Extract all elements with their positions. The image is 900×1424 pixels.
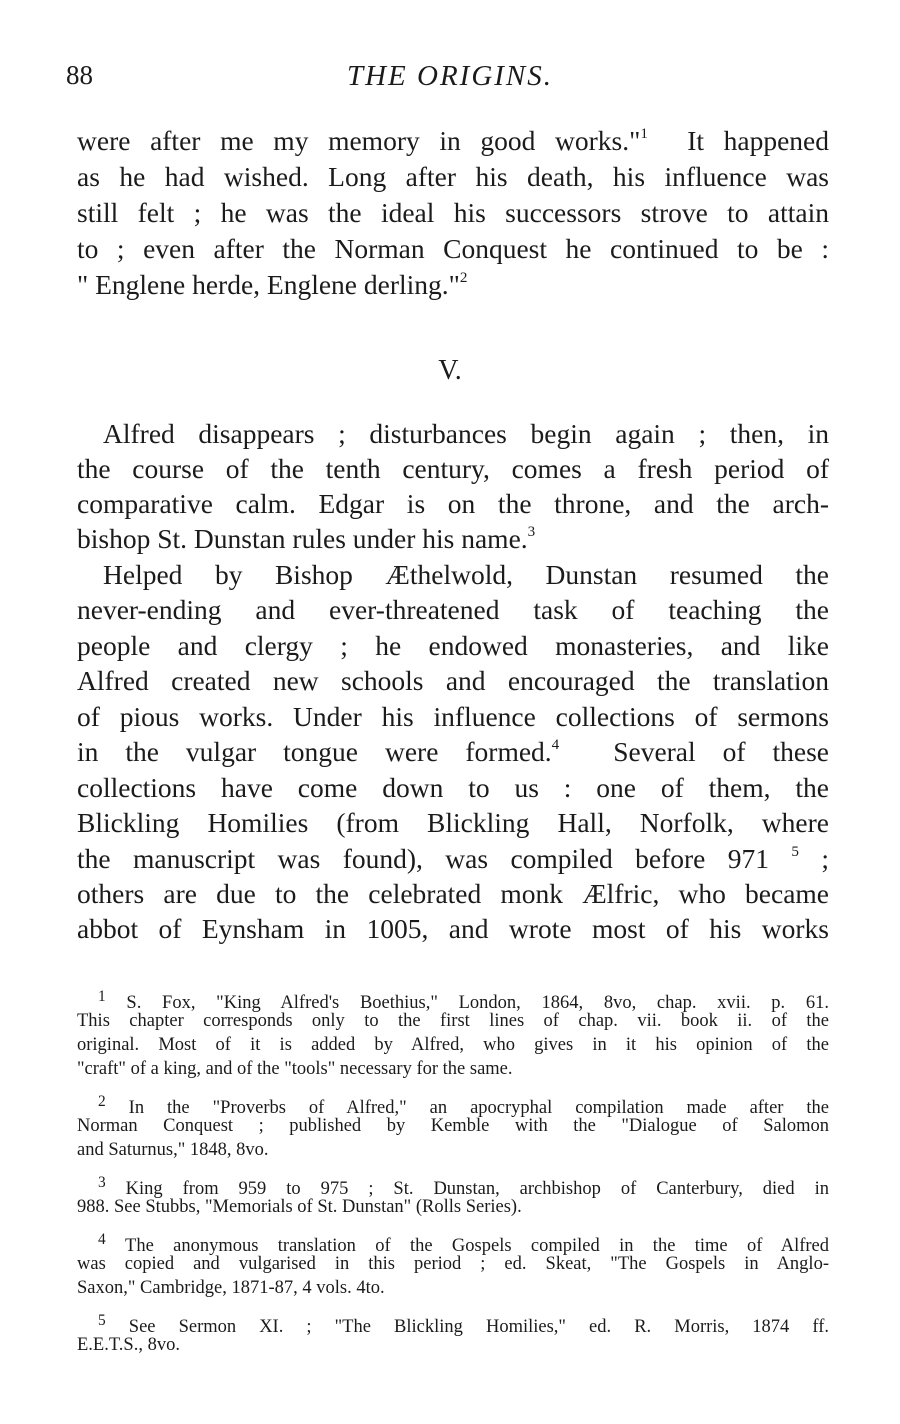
- footnote-line: [98, 1309, 829, 1338]
- footnote-line: [98, 985, 830, 1014]
- text-line: [77, 267, 829, 303]
- text-line: collections have come down to us : one of them, the: [77, 772, 829, 803]
- footnote-marker: 4: [98, 1231, 106, 1248]
- footnote-ref: 5: [791, 843, 799, 860]
- footnote-line: was copied and vulgarised in this period ; ed. Skeat, "The Gospels in Anglo-: [77, 1254, 829, 1274]
- text-line: Alfred created new schools and encouraged the translation: [77, 665, 829, 696]
- text-span: bishop St. Dunstan rules under his name.: [77, 523, 528, 554]
- footnote-marker: 1: [98, 988, 106, 1005]
- footnote-text: In the "Proverbs of Alfred," an apocryphal compilation made after the: [128, 1098, 830, 1119]
- footnote-marker: 3: [98, 1174, 106, 1191]
- text-span: were after me my memory in good works.": [77, 125, 641, 156]
- page-header: [0, 60, 900, 100]
- text-line: the course of the tenth century, comes a fresh period of: [77, 453, 829, 484]
- text-line: never-ending and ever-threatened task of teaching the: [77, 594, 829, 625]
- footnote-line: "craft" of a king, and of the "tools" necessary for the same.: [77, 1059, 513, 1079]
- text-line: [77, 521, 829, 557]
- footnote-text: See Sermon XI. ; "The Blickling Homilies," ed. R. Morris, 1874 ff.: [128, 1317, 829, 1338]
- footnote-ref: 3: [527, 523, 536, 540]
- text-line: Alfred disappears ; disturbances begin again ; then, in: [103, 418, 829, 449]
- footnote-line: [98, 1171, 829, 1200]
- text-line: comparative calm. Edgar is on the throne, and the arch-: [77, 488, 829, 519]
- text-line: people and clergy ; he endowed monasteries, and like: [77, 630, 829, 661]
- footnote-line: original. Most of it is added by Alfred, who gives in it his opinion of the: [77, 1035, 829, 1055]
- text-line: [77, 123, 829, 159]
- text-span: It happened: [687, 125, 830, 156]
- footnote-line: Saxon," Cambridge, 1871-87, 4 vols. 4to.: [77, 1278, 385, 1298]
- footnote-ref: 4: [551, 736, 560, 753]
- footnote-line: [98, 1228, 829, 1257]
- text-line: still felt ; he was the ideal his successors strove to attain: [77, 197, 829, 228]
- text-line: others are due to the celebrated monk Ælfric, who became: [77, 878, 829, 909]
- text-line: as he had wished. Long after his death, his influence was: [77, 161, 829, 192]
- text-line: [77, 734, 829, 770]
- footnote-marker: 2: [98, 1093, 106, 1110]
- footnote-line: 988. See Stubbs, "Memorials of St. Dunstan" (Rolls Series).: [77, 1197, 522, 1217]
- running-title: THE ORIGINS.: [346, 60, 554, 92]
- footnote-line: This chapter corresponds only to the first lines of chap. vii. book ii. of the: [77, 1011, 829, 1031]
- footnote-ref: 2: [459, 269, 468, 286]
- text-span: the manuscript was found), was compiled before 971: [77, 843, 770, 874]
- footnote-text: King from 959 to 975 ; St. Dunstan, archbishop of Canterbury, died in: [125, 1179, 829, 1200]
- text-line: abbot of Eynsham in 1005, and wrote most of his works: [77, 913, 829, 944]
- text-span: Several of these: [613, 736, 830, 767]
- text-line: Blickling Homilies (from Blickling Hall, Norfolk, where: [77, 807, 829, 838]
- section-heading: V.: [438, 355, 462, 386]
- text-span: in the vulgar tongue were formed.: [77, 736, 552, 767]
- footnote-ref: 1: [640, 125, 648, 142]
- text-line: [77, 841, 829, 877]
- footnote-line: and Saturnus," 1848, 8vo.: [77, 1140, 269, 1160]
- footnote-line: E.E.T.S., 8vo.: [77, 1335, 180, 1355]
- footnote-text: S. Fox, "King Alfred's Boethius," London, 1864, 8vo, chap. xvii. p. 61.: [126, 993, 830, 1014]
- footnote-line: Norman Conquest ; published by Kemble with the "Dialogue of Salomon: [77, 1116, 829, 1136]
- text-line: Helped by Bishop Æthelwold, Dunstan resumed the: [103, 559, 829, 590]
- text-span: ;: [821, 843, 830, 874]
- footnote-line: [98, 1090, 830, 1119]
- footnote-text: The anonymous translation of the Gospels compiled in the time of Alfred: [125, 1236, 829, 1257]
- text-line: of pious works. Under his influence collections of sermons: [77, 701, 829, 732]
- page-number: 88: [66, 60, 93, 90]
- footnote-marker: 5: [98, 1312, 106, 1329]
- text-span: " Englene herde, Englene derling.": [77, 269, 460, 300]
- text-line: to ; even after the Norman Conquest he continued to be :: [77, 233, 829, 264]
